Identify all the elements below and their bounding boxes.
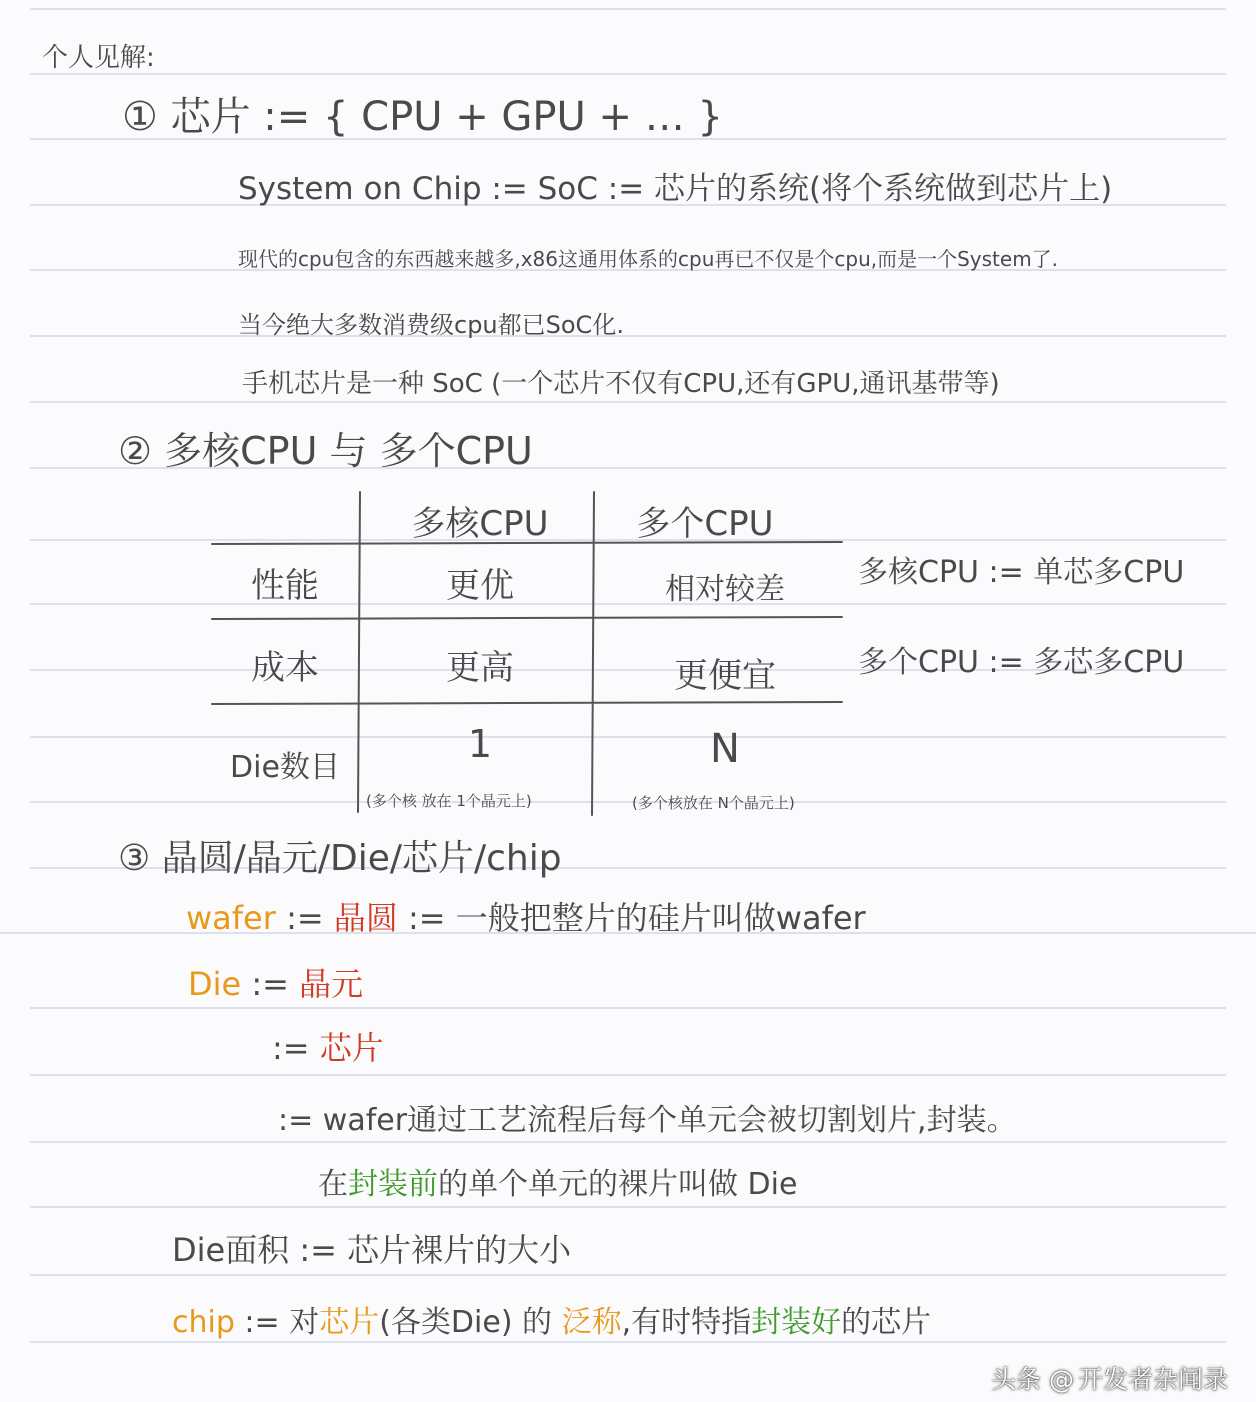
watermark-at: @ — [1048, 1365, 1074, 1394]
die-sep: := — [241, 965, 300, 1003]
consumer-cpu-note: 当今绝大多数消费级cpu都已SoC化. — [238, 311, 624, 339]
chip-definition — [172, 1306, 931, 1341]
wafer-sep: := — [275, 899, 334, 937]
watermark-label — [991, 1360, 1228, 1396]
section-3-title: ③ 晶圆/晶元/Die/芯片/chip — [118, 838, 562, 879]
die-before-post: 的单个单元的裸片叫做 Die — [438, 1167, 798, 1202]
die-sep2: := — [272, 1029, 320, 1067]
section-2-title: ② 多核CPU 与 多个CPU — [118, 429, 533, 473]
wafer-cn: 晶圆 — [333, 899, 398, 937]
chip-general: 泛称 — [561, 1305, 622, 1340]
chip-term: chip — [172, 1305, 235, 1340]
die-equals-chip — [272, 1030, 384, 1067]
chip-packaged: 封装好 — [751, 1305, 842, 1340]
die-process: := wafer通过工艺流程后每个单元会被切割划片,封装。 — [278, 1103, 1017, 1138]
table-cell-multicore: 更优 — [446, 566, 514, 606]
die-area: Die面积 := 芯片裸片的大小 — [172, 1231, 572, 1269]
watermark-brand: 头条 — [991, 1365, 1042, 1394]
modern-cpu-note: 现代的cpu包含的东西越来越多,x86这通用体系的cpu再已不仅是个cpu,而是一个System了. — [238, 247, 1059, 271]
soc-definition: System on Chip := SoC := 芯片的系统(将个系统做到芯片上) — [238, 171, 1113, 207]
die-chip-cn: 芯片 — [319, 1029, 384, 1067]
table-header-multicpu: 多个CPU — [636, 504, 774, 544]
side-note-multicore: 多核CPU := 单芯多CPU — [858, 555, 1185, 590]
watermark-author: 开发者杂闻录 — [1077, 1365, 1228, 1394]
die-term: Die — [188, 965, 242, 1003]
die-before-green: 封装前 — [348, 1167, 438, 1202]
table-row-label: Die数目 — [230, 750, 340, 785]
wafer-def: := 一般把整片的硅片叫做wafer — [397, 899, 866, 937]
die-before-pre: 在 — [318, 1167, 348, 1202]
table-cell-multicpu: 相对较差 — [665, 572, 785, 607]
table-header-multicore: 多核CPU — [411, 504, 549, 544]
table-cell-multicpu: 更便宜 — [674, 656, 776, 696]
die-cn: 晶元 — [299, 965, 364, 1003]
chip-mid: (各类Die) 的 — [379, 1305, 562, 1340]
table-cell-multicpu: N — [710, 726, 740, 772]
chip-tail: ,有时特指 — [621, 1305, 752, 1340]
chip-cn: 芯片 — [319, 1305, 380, 1340]
chip-sep: := 对 — [234, 1305, 320, 1340]
table-cell-multicore: 更高 — [446, 648, 514, 688]
phone-soc-note: 手机芯片是一种 SoC (一个芯片不仅有CPU,还有GPU,通讯基带等) — [242, 369, 1000, 399]
side-note-multicpu: 多个CPU := 多芯多CPU — [858, 645, 1185, 680]
die-definition — [188, 966, 363, 1003]
wafer-definition — [186, 900, 866, 937]
die-before-packaging — [318, 1168, 797, 1203]
heading: 个人见解: — [42, 43, 155, 73]
die-note-multicore: (多个核 放在 1个晶元上) — [366, 792, 532, 810]
die-note-multicpu: (多个核放在 N个晶元上) — [632, 794, 795, 812]
chip-end: 的芯片 — [841, 1305, 932, 1340]
table-cell-multicore: 1 — [467, 722, 493, 766]
table-row-label: 成本 — [251, 648, 319, 688]
table-row-label: 性能 — [251, 566, 319, 606]
section-1-title: ① 芯片 := { CPU + GPU + … } — [122, 94, 723, 140]
wafer-term: wafer — [186, 899, 276, 937]
